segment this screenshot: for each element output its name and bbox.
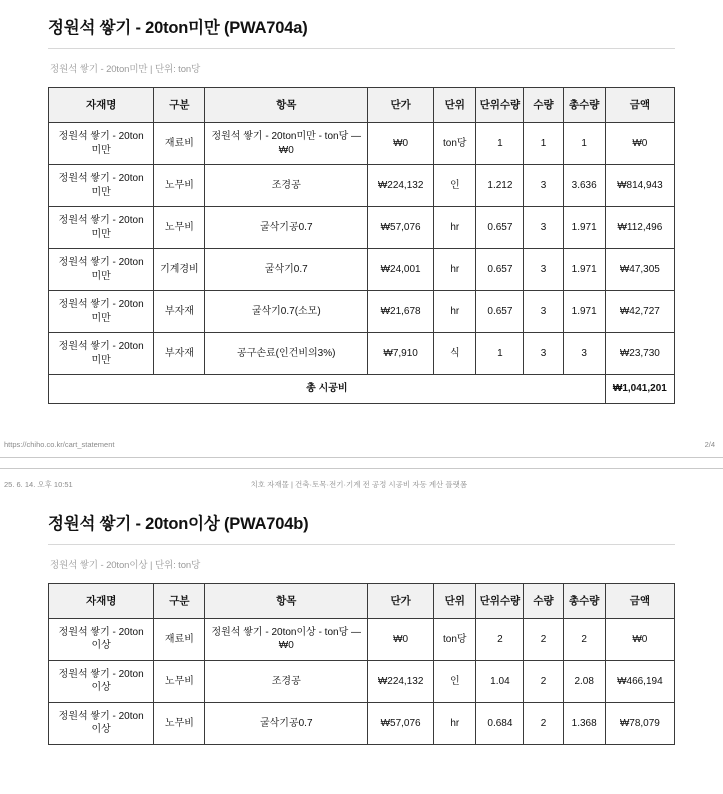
page2-body (0, 496, 723, 745)
col-header-unit-price: 단가 (368, 583, 434, 618)
col-header-amount: 금액 (605, 88, 674, 123)
col-header-name: 자재명 (49, 88, 154, 123)
cell-amount: ₩112,496 (605, 207, 674, 249)
cell-total-qty: 1.368 (563, 702, 605, 744)
col-header-gubun: 구분 (154, 583, 205, 618)
cell-item: 정원석 쌓기 - 20ton이상 - ton당 — ₩0 (205, 618, 368, 660)
cell-qty: 3 (524, 165, 563, 207)
cell-unit: ton당 (434, 123, 476, 165)
cell-qty: 1 (524, 123, 563, 165)
header-timestamp: 25. 6. 14. 오후 10:51 (4, 479, 73, 489)
cell-name: 정원석 쌓기 - 20ton미만 (49, 249, 154, 291)
table-row (49, 333, 675, 375)
cell-gubun: 재료비 (154, 123, 205, 165)
cell-unit-qty: 1.212 (476, 165, 524, 207)
cell-amount: ₩78,079 (605, 702, 674, 744)
cell-total-qty: 2.08 (563, 660, 605, 702)
cell-unit-price: ₩0 (368, 123, 434, 165)
table-header-row (49, 583, 675, 618)
cell-item: 굴삭기0.7 (205, 249, 368, 291)
cell-name: 정원석 쌓기 - 20ton미만 (49, 333, 154, 375)
table-row (49, 249, 675, 291)
cell-unit: 인 (434, 660, 476, 702)
cell-unit: 인 (434, 165, 476, 207)
page-gap (0, 458, 723, 468)
col-header-item: 항목 (205, 583, 368, 618)
page-title: 정원석 쌓기 - 20ton미만 (PWA704a) (48, 19, 308, 37)
cell-unit: hr (434, 291, 476, 333)
cost-table-2 (48, 583, 675, 745)
col-header-unit: 단위 (434, 88, 476, 123)
cell-gubun: 노무비 (154, 702, 205, 744)
col-header-total-qty: 총수량 (563, 583, 605, 618)
col-header-unit-qty: 단위수량 (476, 88, 524, 123)
page2-subinfo: 정원석 쌓기 - 20ton이상 | 단위: ton당 (50, 559, 201, 571)
cell-amount: ₩42,727 (605, 291, 674, 333)
table-row (49, 123, 675, 165)
cell-total-qty: 2 (563, 618, 605, 660)
cell-gubun: 부자재 (154, 291, 205, 333)
cell-total-qty: 1.971 (563, 249, 605, 291)
cell-total-qty: 3 (563, 333, 605, 375)
cell-item: 조경공 (205, 165, 368, 207)
col-header-unit: 단위 (434, 583, 476, 618)
cell-amount: ₩0 (605, 618, 674, 660)
table-row (49, 165, 675, 207)
cell-item: 굴삭기공0.7 (205, 702, 368, 744)
cell-item: 공구손료(인건비의3%) (205, 333, 368, 375)
table-row (49, 291, 675, 333)
cell-unit: ton당 (434, 618, 476, 660)
cell-unit-price: ₩224,132 (368, 165, 434, 207)
table-row (49, 702, 675, 744)
cell-gubun: 노무비 (154, 207, 205, 249)
cell-qty: 3 (524, 207, 563, 249)
cell-unit-qty: 0.657 (476, 249, 524, 291)
cell-unit-price: ₩0 (368, 618, 434, 660)
cell-amount: ₩814,943 (605, 165, 674, 207)
page2-title: 정원석 쌓기 - 20ton이상 (PWA704b) (48, 514, 309, 533)
cell-total-qty: 1.971 (563, 291, 605, 333)
cell-unit: hr (434, 207, 476, 249)
cell-qty: 3 (524, 249, 563, 291)
col-header-total-qty: 총수량 (563, 88, 605, 123)
cell-amount: ₩466,194 (605, 660, 674, 702)
cell-gubun: 재료비 (154, 618, 205, 660)
cell-name: 정원석 쌓기 - 20ton이상 (49, 660, 154, 702)
col-header-unit-qty: 단위수량 (476, 583, 524, 618)
cell-total-qty: 1 (563, 123, 605, 165)
cell-item: 조경공 (205, 660, 368, 702)
cell-gubun: 기계경비 (154, 249, 205, 291)
cell-qty: 3 (524, 333, 563, 375)
cell-unit: hr (434, 249, 476, 291)
col-header-amount: 금액 (605, 583, 674, 618)
document-page-2 (0, 469, 723, 745)
table-total-row (49, 375, 675, 404)
page2-header (0, 469, 723, 496)
cell-name: 정원석 쌓기 - 20ton미만 (49, 123, 154, 165)
cell-name: 정원석 쌓기 - 20ton미만 (49, 165, 154, 207)
col-header-unit-price: 단가 (368, 88, 434, 123)
cell-amount: ₩0 (605, 123, 674, 165)
cell-gubun: 노무비 (154, 660, 205, 702)
cell-qty: 2 (524, 660, 563, 702)
cell-unit: hr (434, 702, 476, 744)
cell-total-qty: 3.636 (563, 165, 605, 207)
table-row (49, 207, 675, 249)
cell-amount: ₩23,730 (605, 333, 674, 375)
cell-amount: ₩47,305 (605, 249, 674, 291)
col-header-gubun: 구분 (154, 88, 205, 123)
cell-gubun: 부자재 (154, 333, 205, 375)
col-header-qty: 수량 (524, 88, 563, 123)
cell-unit-qty: 0.657 (476, 207, 524, 249)
cell-unit-qty: 0.684 (476, 702, 524, 744)
cell-unit-price: ₩224,132 (368, 660, 434, 702)
cell-gubun: 노무비 (154, 165, 205, 207)
cell-unit-price: ₩57,076 (368, 207, 434, 249)
cell-item: 굴삭기0.7(소모) (205, 291, 368, 333)
cell-name: 정원석 쌓기 - 20ton미만 (49, 291, 154, 333)
cell-unit-qty: 1 (476, 333, 524, 375)
cell-unit-qty: 1 (476, 123, 524, 165)
cell-item: 정원석 쌓기 - 20ton미만 - ton당 — ₩0 (205, 123, 368, 165)
total-label: 총 시공비 (49, 375, 606, 404)
col-header-name: 자재명 (49, 583, 154, 618)
cell-qty: 3 (524, 291, 563, 333)
cell-unit: 식 (434, 333, 476, 375)
cell-item: 굴삭기공0.7 (205, 207, 368, 249)
cell-unit-price: ₩57,076 (368, 702, 434, 744)
cell-name: 정원석 쌓기 - 20ton이상 (49, 702, 154, 744)
cost-table-1 (48, 87, 675, 404)
page1-subinfo: 정원석 쌓기 - 20ton미만 | 단위: ton당 (50, 64, 201, 75)
header-site-title: 치호 자재몰 | 건축·토목·전기·기계 전 공정 시공비 자동 계산 플랫폼 (250, 479, 468, 489)
cell-total-qty: 1.971 (563, 207, 605, 249)
cell-unit-qty: 0.657 (476, 291, 524, 333)
cell-unit-qty: 2 (476, 618, 524, 660)
col-header-item: 항목 (205, 88, 368, 123)
cell-qty: 2 (524, 618, 563, 660)
table-header-row (49, 88, 675, 123)
cell-unit-price: ₩24,001 (368, 249, 434, 291)
page2-title-divider (48, 544, 675, 545)
total-amount: ₩1,041,201 (605, 375, 674, 404)
title-divider (48, 48, 675, 49)
page1-footer (0, 404, 723, 457)
footer-page-number: 2/4 (704, 439, 715, 449)
col-header-qty: 수량 (524, 583, 563, 618)
footer-url: https://chiho.co.kr/cart_statement (4, 439, 115, 449)
cell-unit-qty: 1.04 (476, 660, 524, 702)
table-row (49, 660, 675, 702)
cell-unit-price: ₩21,678 (368, 291, 434, 333)
table-row (49, 618, 675, 660)
cell-name: 정원석 쌓기 - 20ton이상 (49, 618, 154, 660)
cell-qty: 2 (524, 702, 563, 744)
cell-name: 정원석 쌓기 - 20ton미만 (49, 207, 154, 249)
cell-unit-price: ₩7,910 (368, 333, 434, 375)
